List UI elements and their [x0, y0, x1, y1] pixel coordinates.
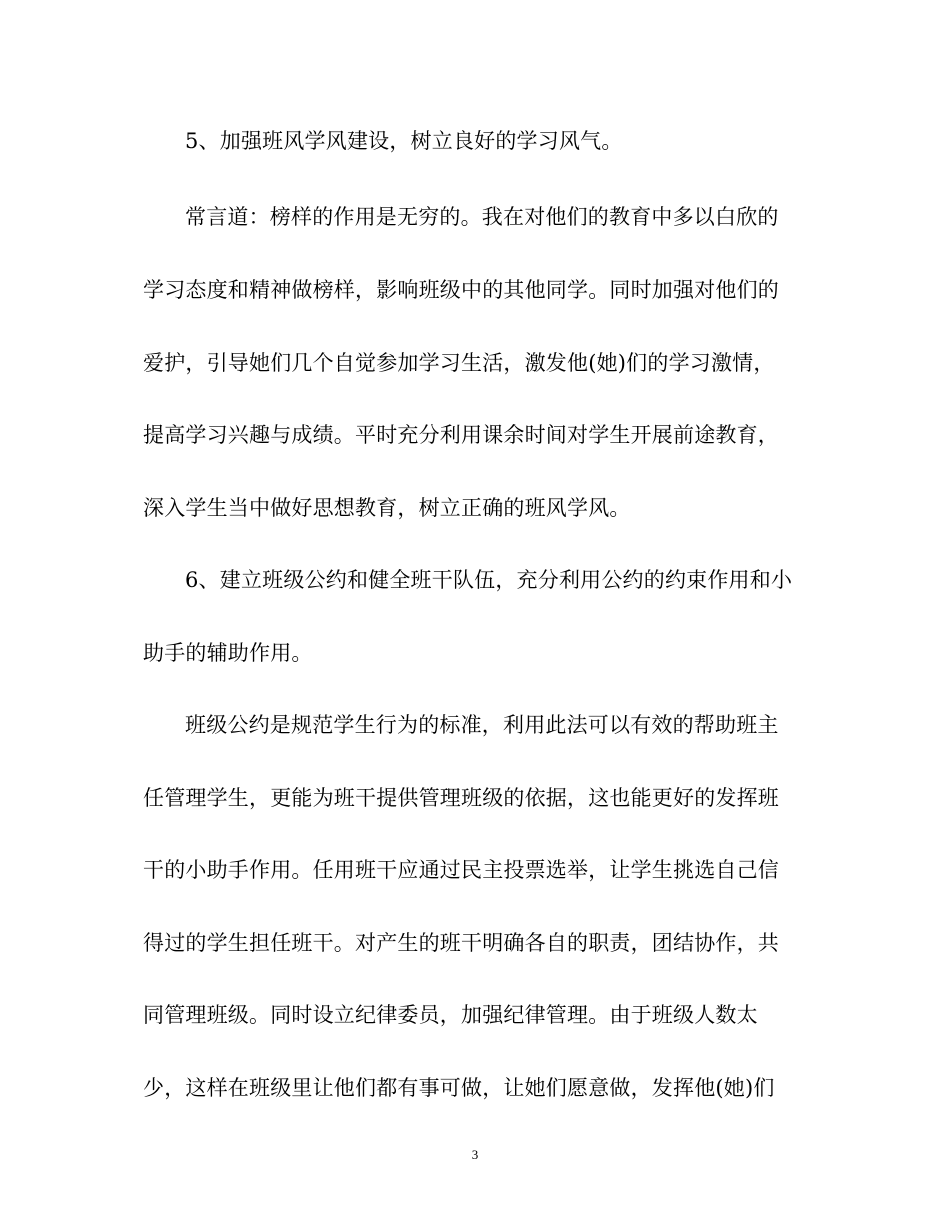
paragraph-line: 深入学生当中做好思想教育，树立正确的班风学风。 — [143, 496, 631, 520]
heading-item-6: 6、建立班级公约和健全班干队伍，充分利用公约的约束作用和小 — [185, 568, 793, 592]
paragraph-line: 班级公约是规范学生行为的标准，利用此法可以有效的帮助班主 — [185, 713, 779, 737]
paragraph-line: 干的小助手作用。任用班干应通过民主投票选举，让学生挑选自己信 — [143, 858, 779, 882]
paragraph-line: 常言道：榜样的作用是无穷的。我在对他们的教育中多以白欣的 — [185, 205, 779, 229]
paragraph-line: 任管理学生，更能为班干提供管理班级的依据，这也能更好的发挥班 — [143, 786, 779, 810]
paragraph-line: 得过的学生担任班干。对产生的班干明确各自的职责，团结协作，共 — [143, 931, 779, 955]
paragraph-line: 提高学习兴趣与成绩。平时充分利用课余时间对学生开展前途教育， — [143, 423, 779, 447]
paragraph-line: 学习态度和精神做榜样，影响班级中的其他同学。同时加强对他们的 — [143, 278, 779, 302]
page-number: 3 — [471, 1147, 479, 1162]
paragraph-line: 少，这样在班级里让他们都有事可做，让她们愿意做，发挥他(她)们 — [143, 1076, 775, 1100]
heading-item-5: 5、加强班风学风建设，树立良好的学习风气。 — [185, 129, 623, 153]
paragraph-line: 爱护，引导她们几个自觉参加学习生活，激发他(她)们的学习激情， — [143, 351, 775, 375]
paragraph-line: 同管理班级。同时设立纪律委员，加强纪律管理。由于班级人数太 — [143, 1003, 758, 1027]
heading-item-6-continued: 助手的辅助作用。 — [143, 641, 313, 665]
